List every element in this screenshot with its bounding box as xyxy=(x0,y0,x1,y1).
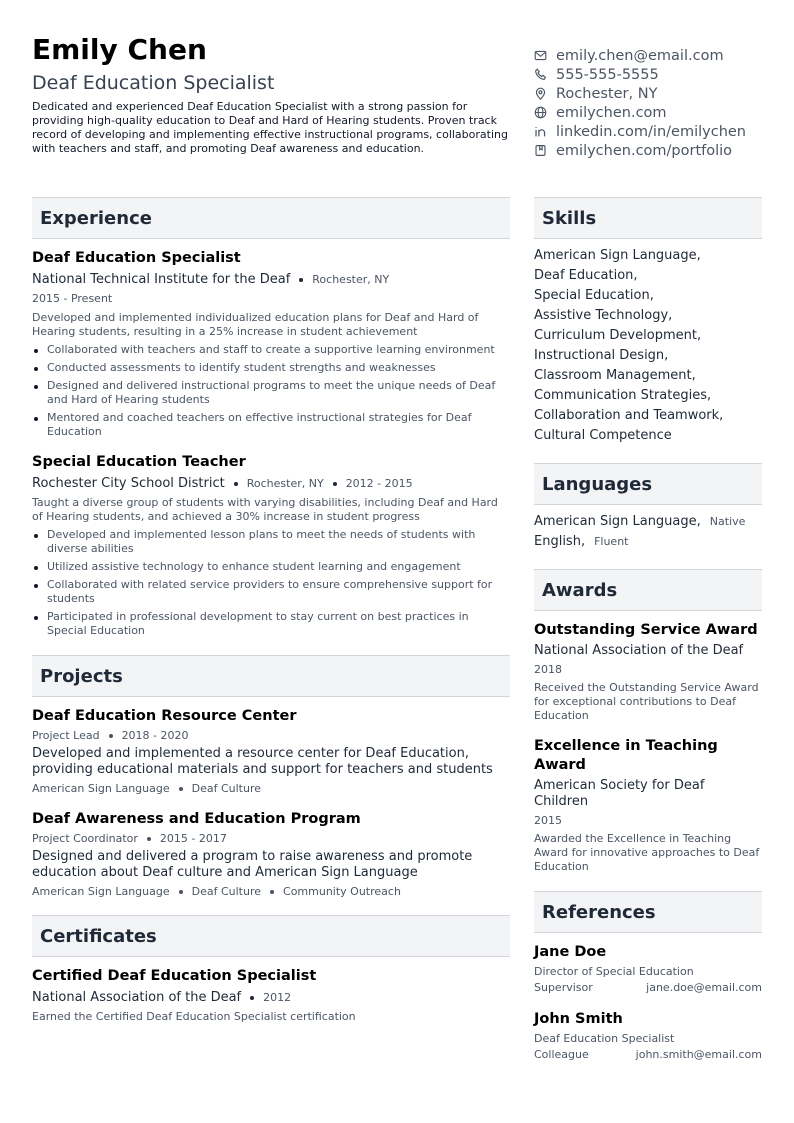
languages-section-header: Languages xyxy=(534,463,762,505)
list-item: Developed and implemented lesson plans to meet the needs of students with diverse abilities xyxy=(32,528,510,556)
project-role: Project Lead xyxy=(32,729,100,742)
award-description: Received the Outstanding Service Award for exceptional contributions to Deaf Education xyxy=(534,681,759,722)
project-description: Designed and delivered a program to raise awareness and promote education about Deaf culture and American Sign Language xyxy=(32,849,473,880)
linkedin-icon xyxy=(534,125,547,138)
candidate-name: Emily Chen xyxy=(32,33,207,66)
project-item: Deaf Education Resource Center Project Lead 2018 - 2020 Developed and implemented a resource center for Deaf Education, providing educational materials and support for teachers and students American Sign Language Deaf Culture xyxy=(32,707,510,795)
contact-location: Rochester, NY xyxy=(534,84,784,103)
skill-item: American Sign Language, xyxy=(534,248,701,263)
reference-title: Deaf Education Specialist xyxy=(534,1032,675,1045)
award-item: Outstanding Service Award National Association of the Deaf 2018 Received the Outstanding Service Award for exceptional contributions to Deaf Education xyxy=(534,621,762,723)
award-item: Excellence in Teaching Award American Society for Deaf Children 2015 Awarded the Excellence in Teaching Award for innovative approaches to Deaf Education xyxy=(534,737,762,874)
certificate-item: Certified Deaf Education Specialist National Association of the Deaf 2012 Earned the Certified Deaf Education Specialist certification xyxy=(32,967,510,1024)
skill-item: Curriculum Development, xyxy=(534,328,702,343)
skill-item: Instructional Design, xyxy=(534,348,669,363)
skill-item: Assistive Technology, xyxy=(534,308,673,323)
mail-icon xyxy=(534,49,547,62)
projects-section-header: Projects xyxy=(32,655,510,697)
certificate-year: 2012 xyxy=(263,991,292,1004)
list-item: Participated in professional development to stay current on best practices in Special Education xyxy=(32,610,510,638)
certificate-issuer: National Association of the Deaf xyxy=(32,990,242,1005)
references-section-header: References xyxy=(534,891,762,933)
job-bullets xyxy=(32,343,510,439)
phone-icon xyxy=(534,68,547,81)
experience-item: Deaf Education Specialist National Technical Institute for the Deaf Rochester, NY 2015 - Present Developed and implemented individualized education plans for Deaf and Hard of Hearing students, resulting in a 25% increase in student achievement Collaborated with teachers and staff to create a supportive learning environment Conducted assessments to identify student strengths and weaknesses Designed and delivered instructional programs to meet the unique needs of Deaf and Hard of Hearing students Mentored and coached teachers on effective instructional strategies for Deaf Education xyxy=(32,249,510,439)
map-pin-icon xyxy=(534,87,547,100)
skill-item: Deaf Education, xyxy=(534,268,638,283)
skills-section-header: Skills xyxy=(534,197,762,239)
sidebar-column xyxy=(534,197,762,1064)
skills-list xyxy=(534,246,762,446)
employer: National Technical Institute for the Deaf xyxy=(32,272,291,287)
experience-item: Special Education Teacher Rochester City School District Rochester, NY 2012 - 2015 Taught a diverse group of students with varying disabilities, including Deaf and Hard of Hearing students, and achieved a 30% increase in student progress Developed and implemented lesson plans to meet the needs of students with diverse abilities Utilized assistive technology to enhance student learning and engagement Collaborated with related service providers to ensure comprehensive support for students Participated in professional development to stay current on best practices in Special Education xyxy=(32,453,510,638)
employer: Rochester City School District xyxy=(32,476,225,491)
skill-item: Classroom Management, xyxy=(534,368,696,383)
tag: American Sign Language xyxy=(32,885,170,898)
language-item: English, Fluent xyxy=(534,534,629,549)
candidate-headline: Deaf Education Specialist xyxy=(32,72,275,94)
globe-icon xyxy=(534,106,547,119)
list-item: Mentored and coached teachers on effective instructional strategies for Deaf Education xyxy=(32,411,510,439)
skill-item: Special Education, xyxy=(534,288,654,303)
reference-email[interactable]: jane.doe@email.com xyxy=(646,981,762,994)
list-item: Conducted assessments to identify student strengths and weaknesses xyxy=(32,361,510,375)
certificates-section-header: Certificates xyxy=(32,915,510,957)
job-dates: 2012 - 2015 xyxy=(345,477,413,490)
list-item: Collaborated with related service providers to ensure comprehensive support for students xyxy=(32,578,510,606)
reference-item: John Smith Deaf Education Specialist Colleague john.smith@email.com xyxy=(534,1010,762,1064)
contact-website[interactable]: emilychen.com xyxy=(534,103,784,122)
bookmark-icon xyxy=(534,144,547,157)
project-dates: 2015 - 2017 xyxy=(159,832,227,845)
contact-phone[interactable]: 555-555-5555 xyxy=(534,65,784,84)
project-role: Project Coordinator xyxy=(32,832,138,845)
languages-list xyxy=(534,512,762,552)
experience-section-header: Experience xyxy=(32,197,510,239)
certificate-description: Earned the Certified Deaf Education Specialist certification xyxy=(32,1010,356,1023)
project-tags xyxy=(32,782,510,795)
reference-relation: Supervisor xyxy=(534,981,593,994)
tag: Deaf Culture xyxy=(191,885,262,898)
list-item: Utilized assistive technology to enhance student learning and engagement xyxy=(32,560,510,574)
job-bullets xyxy=(32,528,510,638)
project-tags xyxy=(32,885,510,898)
reference-email[interactable]: john.smith@email.com xyxy=(635,1048,762,1061)
skill-item: Cultural Competence xyxy=(534,428,672,443)
summary-text: Dedicated and experienced Deaf Education Specialist with a strong passion for providing high-quality education to Deaf and Hard of Hearing students. Proven track record of developing and implementing effective instructional programs, collaborating with teachers and staff, and promoting Deaf awareness and education. xyxy=(32,100,508,155)
reference-item: Jane Doe Director of Special Education Supervisor jane.doe@email.com xyxy=(534,943,762,997)
contact-portfolio[interactable]: emilychen.com/portfolio xyxy=(534,141,784,160)
tag: Deaf Culture xyxy=(191,782,262,795)
contact-info xyxy=(534,46,784,160)
job-location: Rochester, NY xyxy=(312,273,390,286)
tag: American Sign Language xyxy=(32,782,170,795)
main-column xyxy=(32,197,510,1024)
job-location: Rochester, NY xyxy=(246,477,324,490)
project-dates: 2018 - 2020 xyxy=(121,729,189,742)
reference-title: Director of Special Education xyxy=(534,965,694,978)
contact-linkedin[interactable]: linkedin.com/in/emilychen xyxy=(534,122,784,141)
job-summary: Taught a diverse group of students with varying disabilities, including Deaf and Hard of Hearing students, and achieved a 30% increase in student progress xyxy=(32,496,498,523)
award-description: Awarded the Excellence in Teaching Award for innovative approaches to Deaf Education xyxy=(534,832,760,873)
project-item: Deaf Awareness and Education Program Project Coordinator 2015 - 2017 Designed and delivered a program to raise awareness and promote education about Deaf culture and American Sign Language American Sign Language Deaf Culture Community Outreach xyxy=(32,810,510,898)
award-year: 2018 xyxy=(534,663,562,676)
job-summary: Developed and implemented individualized education plans for Deaf and Hard of Hearing students, resulting in a 25% increase in student achievement xyxy=(32,311,479,338)
skill-item: Collaboration and Teamwork, xyxy=(534,408,724,423)
awards-section-header: Awards xyxy=(534,569,762,611)
list-item: Designed and delivered instructional programs to meet the unique needs of Deaf and Hard of Hearing students xyxy=(32,379,510,407)
award-org: National Association of the Deaf xyxy=(534,643,744,658)
resume-header xyxy=(32,32,512,156)
contact-email[interactable]: emily.chen@email.com xyxy=(534,46,784,65)
list-item: Collaborated with teachers and staff to create a supportive learning environment xyxy=(32,343,510,357)
award-org: American Society for Deaf Children xyxy=(534,778,705,809)
tag: Community Outreach xyxy=(283,885,401,898)
language-item: American Sign Language, Native xyxy=(534,514,746,529)
reference-relation: Colleague xyxy=(534,1048,589,1061)
project-description: Developed and implemented a resource center for Deaf Education, providing educational materials and support for teachers and students xyxy=(32,746,493,777)
job-dates: 2015 - Present xyxy=(32,292,113,305)
skill-item: Communication Strategies, xyxy=(534,388,712,403)
award-year: 2015 xyxy=(534,814,562,827)
